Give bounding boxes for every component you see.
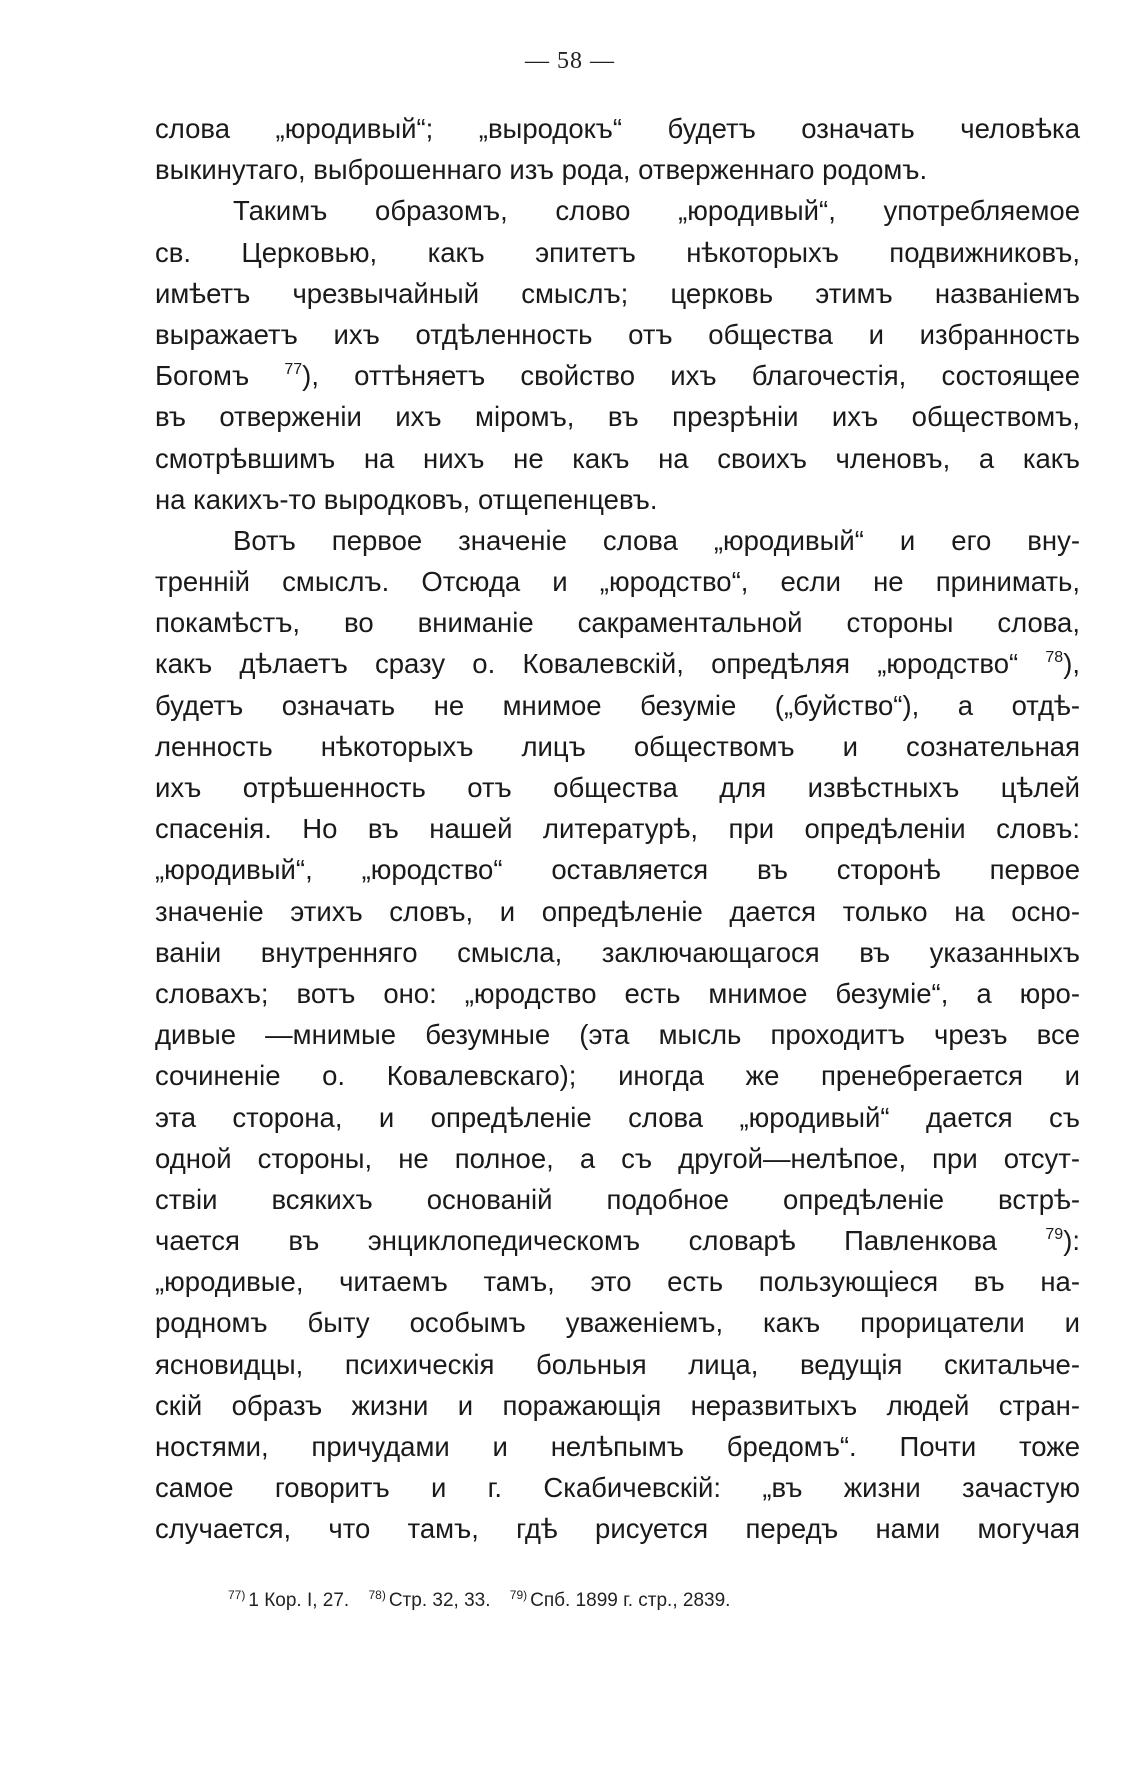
footnote-reference: 77 <box>284 361 303 379</box>
text-line: св. Церковью, какъ эпитетъ нѣкоторыхъ подвижниковъ, <box>155 236 1080 268</box>
text-line: одной стороны, не полное, а съ другой—нелѣпое, при отсут- <box>155 1142 1080 1174</box>
footnote-text: Стр. 32, 33. <box>388 1590 491 1611</box>
text-line: эта сторона, и опредѣленіе слова „юродивый“ дается съ <box>155 1101 1080 1133</box>
text-line: ваніи внутренняго смысла, заключающагося въ указанныхъ <box>155 936 1080 968</box>
text-line: выкинутаго, выброшеннаго изъ рода, отверженнаго родомъ. <box>155 154 928 186</box>
text-line: словахъ; вотъ оно: „юродство есть мнимое безуміе“, а юро- <box>155 977 1080 1009</box>
text-line: ностями, причудами и нелѣпымъ бредомъ“. Почти тоже <box>155 1431 1080 1462</box>
text-line <box>155 643 1080 684</box>
text-segment: ), <box>1063 648 1081 680</box>
text-line: имѣетъ чрезвычайный смыслъ; церковь этимъ названіемъ <box>155 277 1080 309</box>
text-line: въ отверженіи ихъ міромъ, въ презрѣніи ихъ обществомъ, <box>155 401 1080 433</box>
footnote-reference: 78 <box>1045 649 1064 667</box>
text-line: „юродивые, читаемъ тамъ, это есть пользующіеся въ на- <box>155 1266 1080 1298</box>
text-line: Такимъ образомъ, слово „юродивый“, употребляемое <box>233 195 1080 227</box>
text-segment: ): <box>1063 1225 1081 1257</box>
footnote-mark: 78) <box>368 1588 386 1602</box>
text-line: ихъ отрѣшенность отъ общества для извѣстныхъ цѣлей <box>155 772 1080 803</box>
text-segment: ), оттѣняетъ свойство ихъ благочестія, состоящее <box>302 360 1081 392</box>
text-segment: какъ дѣлаетъ сразу о. Ковалевскій, опредѣляя „юродство“ <box>155 648 1019 680</box>
text-line: скій образъ жизни и поражающія неразвитыхъ людей стран- <box>155 1389 1080 1421</box>
text-line: случается, что тамъ, гдѣ рисуется передъ нами могучая <box>155 1513 1080 1545</box>
page-number: — 58 — <box>525 48 615 74</box>
footnote-text: 1 Кор. I, 27. <box>248 1590 350 1611</box>
text-line: слова „юродивый“; „выродокъ“ будетъ означать человѣка <box>155 113 1080 144</box>
footnote <box>368 1590 490 1611</box>
text-line: тренній смыслъ. Отсюда и „юродство“, если не принимать, <box>155 566 1080 598</box>
text-line: родномъ быту особымъ уваженіемъ, какъ прорицатели и <box>155 1307 1080 1339</box>
footnote-mark: 79) <box>509 1588 528 1602</box>
footnote <box>510 1590 731 1611</box>
text-line <box>155 1220 1080 1261</box>
text-line: самое говоритъ и г. Скабичевскій: „въ жизни зачастую <box>155 1472 1080 1504</box>
text-line: будетъ означать не мнимое безуміе („буйство“), а отдѣ- <box>155 689 1080 721</box>
text-line: дивые —мнимые безумные (эта мысль проходитъ чрезъ все <box>155 1019 1080 1051</box>
text-line: Вотъ первое значеніе слова „юродивый“ и его вну- <box>233 524 1080 556</box>
footnote <box>228 1590 349 1611</box>
text-line: сочиненіе о. Ковалевскаго); иногда же пренебрегается и <box>155 1060 1080 1092</box>
footnotes <box>228 1590 744 1612</box>
text-line: ленность нѣкоторыхъ лицъ обществомъ и сознательная <box>155 730 1080 762</box>
footnote-reference: 79 <box>1045 1226 1064 1244</box>
text-segment: чается въ энциклопедическомъ словарѣ Павленкова <box>155 1225 997 1257</box>
text-line <box>155 355 1080 396</box>
footnote-text: Спб. 1899 г. стр., 2839. <box>530 1590 731 1611</box>
text-line: спасенія. Но въ нашей литературѣ, при опредѣленіи словъ: <box>155 813 1080 845</box>
text-line: покамѣстъ, во вниманіе сакраментальной стороны слова, <box>155 607 1080 639</box>
text-line: ствіи всякихъ основаній подобное опредѣленіе встрѣ- <box>155 1183 1080 1215</box>
text-line: значеніе этихъ словъ, и опредѣленіе дается только на осно- <box>155 895 1080 927</box>
text-line: ясновидцы, психическія больныя лица, ведущія скитальче- <box>155 1348 1080 1380</box>
text-line: „юродивый“, „юродство“ оставляется въ сторонѣ первое <box>155 854 1080 886</box>
body-text <box>155 108 1080 1550</box>
text-line: выражаетъ ихъ отдѣленность отъ общества и избранность <box>155 318 1080 350</box>
text-line: на какихъ-то выродковъ, отщепенцевъ. <box>155 483 658 515</box>
text-line: смотрѣвшимъ на нихъ не какъ на своихъ членовъ, а какъ <box>155 442 1080 474</box>
text-segment: Богомъ <box>155 360 250 392</box>
footnote-mark: 77) <box>228 1588 246 1602</box>
